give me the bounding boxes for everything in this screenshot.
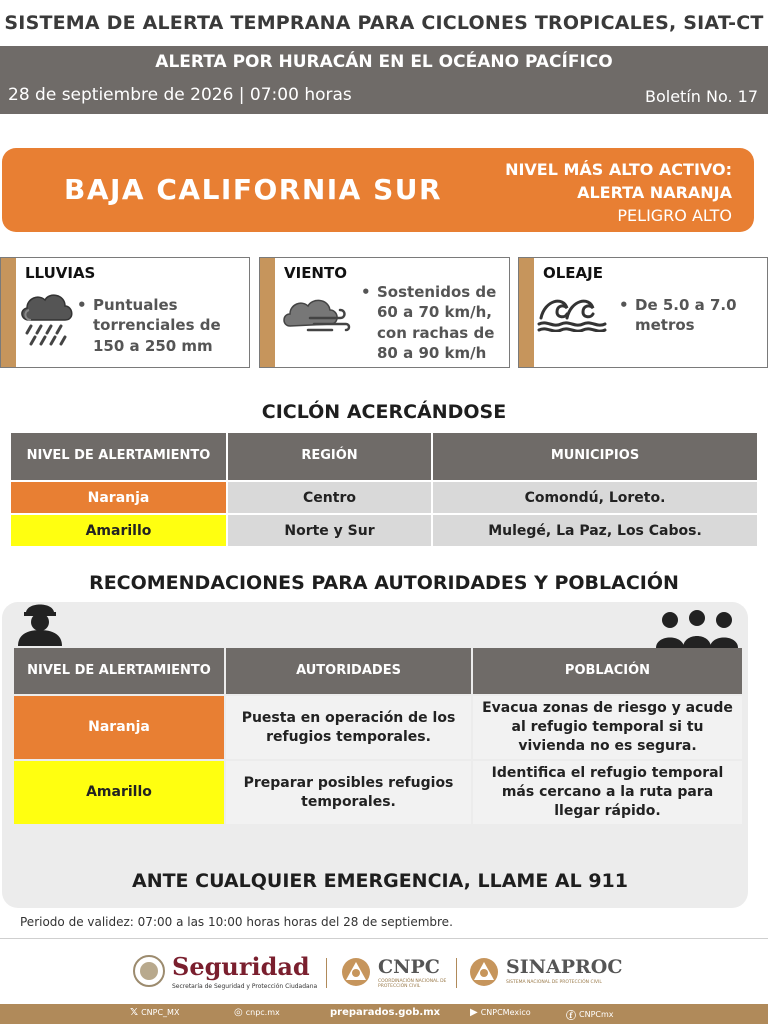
- x-icon: 𝕏: [130, 1007, 139, 1018]
- recommendations-title: RECOMENDACIONES PARA AUTORIDADES Y POBLACIÓN: [89, 572, 679, 594]
- desc-line: • Puntuales: [93, 296, 178, 314]
- desc-line: • Sostenidos de: [377, 283, 497, 301]
- logo-divider: [456, 958, 457, 988]
- table-row: [11, 482, 757, 513]
- level-cell-orange: Naranja: [11, 482, 226, 513]
- header-authorities: AUTORIDADES: [226, 648, 471, 694]
- region-cell: Norte y Sur: [228, 515, 431, 546]
- institution-logos: [0, 948, 768, 1000]
- municipalities-cell: Comondú, Loreto.: [433, 482, 757, 513]
- desc-line: 60 a 70 km/h,: [377, 303, 492, 322]
- waves-icon: [537, 290, 607, 336]
- hazard-label: OLEAJE: [543, 264, 603, 282]
- header-population: POBLACIÓN: [473, 648, 742, 694]
- social-handle: cnpc.mx: [245, 1008, 280, 1017]
- header-level: NIVEL DE ALERTAMIENTO: [14, 648, 224, 694]
- desc-line: torrenciales de: [93, 316, 221, 335]
- instagram-icon: ◎: [234, 1007, 243, 1018]
- level-cell-yellow: Amarillo: [11, 515, 226, 546]
- cnpc-logo-subtitle: COORDINACIÓN NACIONAL DE PROTECCIÓN CIVIL: [378, 979, 447, 990]
- desc-line: 80 a 90 km/h: [377, 343, 487, 362]
- youtube-icon: ▶: [470, 1007, 478, 1018]
- mexico-seal-icon: [132, 954, 166, 992]
- table-row: [14, 696, 742, 759]
- cyclone-table: [9, 431, 759, 548]
- municipalities-cell: Mulegé, La Paz, Los Cabos.: [433, 515, 757, 546]
- hazard-label: VIENTO: [284, 264, 347, 282]
- region-cell: Centro: [228, 482, 431, 513]
- emergency-message: ANTE CUALQUIER EMERGENCIA, LLAME AL 911: [131, 870, 628, 892]
- state-alert-box: [2, 148, 754, 232]
- validity-period: Periodo de validez: 07:00 a las 10:00 horas horas del 28 de septiembre.: [20, 915, 453, 929]
- sinaproc-logo-subtitle: SISTEMA NACIONAL DE PROTECCIÓN CIVIL: [506, 980, 602, 985]
- level-cell-orange: Naranja: [14, 696, 224, 759]
- header-municipalities: MUNICIPIOS: [433, 433, 757, 480]
- website-link[interactable]: [330, 1007, 440, 1018]
- hazard-card-rain: [0, 257, 250, 368]
- danger-level: PELIGRO ALTO: [617, 206, 732, 225]
- sinaproc-emblem-icon: [468, 956, 500, 992]
- card-accent-bar: [1, 258, 16, 367]
- hazard-card-wind: [259, 257, 510, 368]
- social-handle: CNPCMexico: [480, 1008, 531, 1017]
- hazard-description: [635, 295, 737, 336]
- recommendations-table: [12, 646, 744, 826]
- desc-line: con rachas de: [377, 323, 495, 342]
- header-level: NIVEL DE ALERTAMIENTO: [11, 433, 226, 480]
- social-handle: CNPC_MX: [141, 1008, 180, 1017]
- authorities-cell: Preparar posibles refugios temporales.: [226, 761, 471, 824]
- social-x[interactable]: [130, 1007, 179, 1018]
- desc-line: 150 a 250 mm: [93, 336, 213, 355]
- wind-icon: [280, 292, 352, 344]
- social-bar: [0, 1004, 768, 1024]
- hazard-card-waves: [518, 257, 768, 368]
- facebook-icon: ⓕ: [566, 1011, 576, 1022]
- social-instagram[interactable]: [234, 1007, 280, 1018]
- cnpc-logo-text: CNPC: [378, 956, 440, 978]
- seguridad-logo-text: Seguridad: [172, 952, 310, 981]
- alert-banner: [0, 46, 768, 114]
- table-row: [14, 761, 742, 824]
- population-cell: Evacua zonas de riesgo y acude al refugio temporal si tu vivienda no es segura.: [473, 696, 742, 759]
- level-cell-yellow: Amarillo: [14, 761, 224, 824]
- system-title: SISTEMA DE ALERTA TEMPRANA PARA CICLONES TROPICALES, SIAT-CT: [4, 12, 764, 34]
- highest-level-value: ALERTA NARANJA: [577, 183, 732, 202]
- alert-title: ALERTA POR HURACÁN EN EL OCÉANO PACÍFICO: [155, 52, 613, 72]
- table-row: [11, 515, 757, 546]
- footer-divider: [0, 938, 768, 939]
- card-accent-bar: [519, 258, 534, 367]
- state-name: BAJA CALIFORNIA SUR: [64, 173, 443, 206]
- social-handle: CNPCmx: [579, 1010, 614, 1019]
- highest-level-label: NIVEL MÁS ALTO ACTIVO:: [505, 160, 732, 179]
- desc-line: • De 5.0 a 7.0: [635, 296, 737, 314]
- logo-divider: [326, 958, 327, 988]
- population-cell: Identifica el refugio temporal más cercano a la ruta para llegar rápido.: [473, 761, 742, 824]
- sinaproc-logo-text: SINAPROC: [506, 956, 623, 978]
- social-youtube[interactable]: [470, 1007, 531, 1018]
- desc-line: metros: [635, 316, 695, 335]
- hazard-description: [377, 282, 496, 363]
- cnpc-emblem-icon: [340, 956, 372, 992]
- header-region: REGIÓN: [228, 433, 431, 480]
- rain-cloud-icon: [17, 288, 77, 354]
- date-time: 28 de septiembre de 2026 | 07:00 horas: [8, 85, 352, 105]
- authority-officer-icon: [14, 598, 66, 650]
- seguridad-logo-subtitle: Secretaría de Seguridad y Protección Ciudadana: [172, 983, 318, 990]
- website-text: preparados.gob.mx: [330, 1007, 441, 1018]
- card-accent-bar: [260, 258, 275, 367]
- authorities-cell: Puesta en operación de los refugios temporales.: [226, 696, 471, 759]
- bulletin-number: Boletín No. 17: [644, 87, 758, 106]
- social-facebook[interactable]: [566, 1007, 614, 1022]
- cyclone-section-title: CICLÓN ACERCÁNDOSE: [261, 401, 507, 423]
- hazard-description: [93, 295, 221, 356]
- hazard-label: LLUVIAS: [25, 264, 96, 282]
